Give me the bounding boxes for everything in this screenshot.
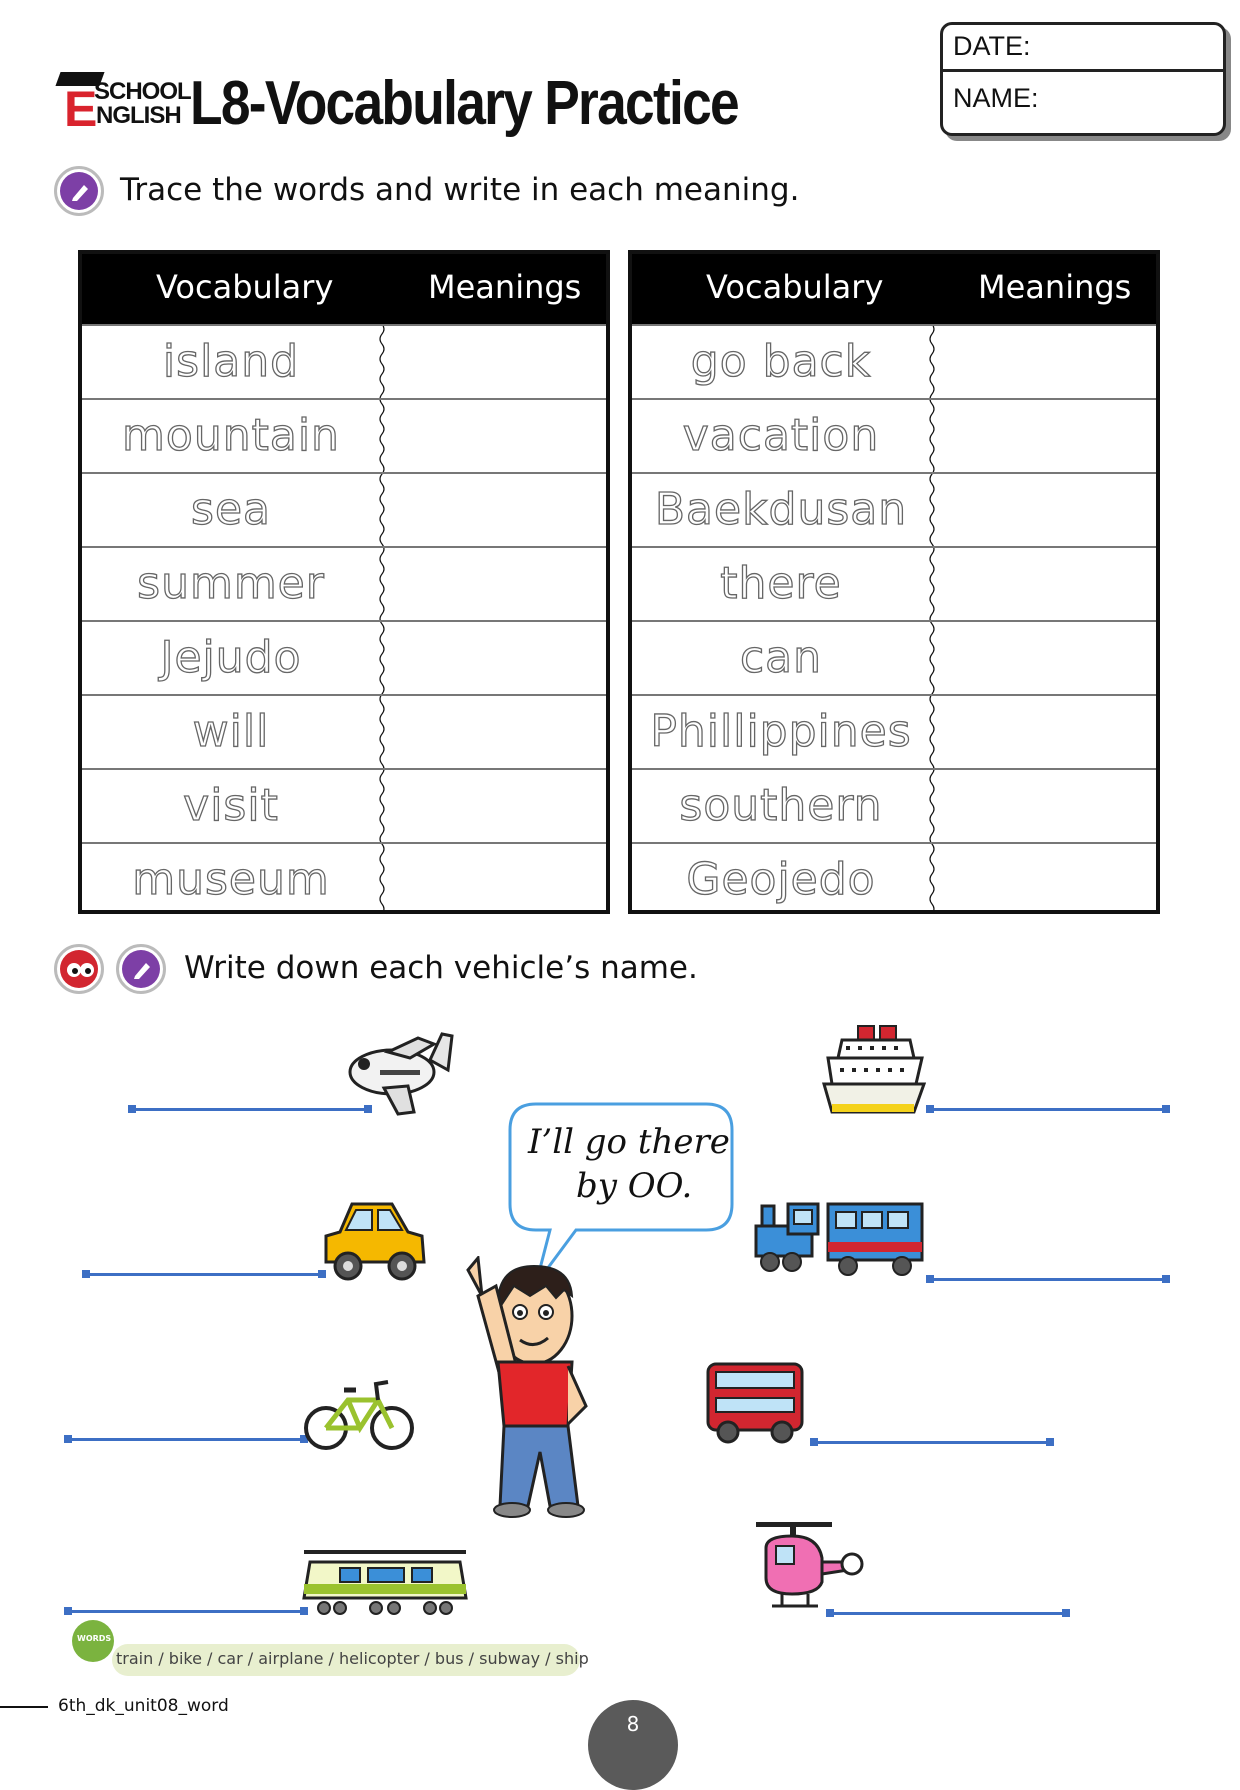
answer-line-subway[interactable]: [66, 1610, 306, 1613]
instruction-trace: Trace the words and write in each meaning.: [120, 172, 800, 208]
trace-word: museum: [132, 854, 330, 905]
table-row: [82, 472, 606, 546]
helicopter-icon: [752, 1518, 866, 1616]
trace-word: Phillippines: [650, 706, 912, 757]
table-row: [632, 398, 1156, 472]
trace-word: island: [162, 336, 300, 387]
vocab-table-right: [628, 250, 1160, 914]
bubble-text-line2: by OO.: [576, 1166, 693, 1206]
table-row: [632, 842, 1156, 916]
trace-word: Baekdusan: [654, 484, 908, 535]
table-row: [82, 324, 606, 398]
words-pin-icon: [72, 1620, 114, 1662]
trace-word: vacation: [682, 410, 880, 461]
answer-line-ship[interactable]: [928, 1108, 1168, 1111]
trace-word: can: [739, 632, 823, 683]
table-row: [632, 324, 1156, 398]
answer-line-bike[interactable]: [66, 1438, 306, 1441]
instruction-vehicles: Write down each vehicle’s name.: [184, 950, 698, 986]
table-row: [82, 694, 606, 768]
date-field[interactable]: DATE:: [953, 31, 1031, 61]
trace-word: visit: [183, 780, 279, 831]
table-header: [632, 254, 1156, 324]
name-field[interactable]: NAME:: [953, 83, 1039, 113]
car-icon: [322, 1196, 428, 1282]
logo-text-english: NGLISH: [96, 102, 181, 129]
divider: [943, 69, 1223, 72]
trace-word: Geojedo: [686, 854, 876, 905]
table-row: [632, 546, 1156, 620]
logo-text-school: SCHOOL: [94, 78, 191, 105]
ship-icon: [818, 1024, 926, 1116]
eyes-icon: [54, 944, 104, 994]
words-tag: WORDS: [77, 1634, 112, 1643]
trace-word: sea: [191, 484, 271, 535]
airplane-icon: [344, 1030, 458, 1116]
word-bank-list: train / bike / car / airplane / helicopter / bus / subway / ship: [116, 1649, 589, 1668]
boy-character-illustration: [448, 1256, 608, 1520]
trace-word: southern: [679, 780, 883, 831]
pencil-icon: [116, 944, 166, 994]
table-row: [632, 694, 1156, 768]
school-english-logo: [58, 72, 191, 137]
bike-icon: [304, 1376, 414, 1452]
trace-word: summer: [137, 558, 325, 609]
vocab-table-left: [78, 250, 610, 914]
table-row: [82, 842, 606, 916]
answer-line-airplane[interactable]: [130, 1108, 370, 1111]
bus-icon: [704, 1360, 806, 1446]
answer-line-car[interactable]: [84, 1273, 324, 1276]
table-header: [82, 254, 606, 324]
table-row: [82, 768, 606, 842]
trace-word: go back: [690, 336, 872, 387]
page-number: 8: [626, 1712, 640, 1736]
table-row: [632, 768, 1156, 842]
trace-word: will: [192, 706, 270, 757]
column-header-vocabulary: Vocabulary: [706, 268, 884, 306]
pencil-icon: [54, 166, 104, 216]
page-title: L8-Vocabulary Practice: [190, 69, 738, 138]
word-bank: [72, 1636, 589, 1676]
column-header-meanings: Meanings: [428, 268, 582, 306]
table-row: [632, 620, 1156, 694]
trace-word: mountain: [122, 410, 340, 461]
page-number-badge: [588, 1700, 678, 1790]
answer-line-train[interactable]: [928, 1278, 1168, 1281]
train-icon: [752, 1196, 926, 1280]
logo-e: E: [64, 81, 98, 137]
column-header-vocabulary: Vocabulary: [156, 268, 334, 306]
answer-line-bus[interactable]: [812, 1441, 1052, 1444]
bubble-text-line1: I’ll go there: [528, 1122, 730, 1162]
table-row: [632, 472, 1156, 546]
column-header-meanings: Meanings: [978, 268, 1132, 306]
table-row: [82, 620, 606, 694]
table-row: [82, 398, 606, 472]
subway-icon: [300, 1548, 470, 1620]
footer-code: 6th_dk_unit08_word: [58, 1696, 229, 1716]
table-row: [82, 546, 606, 620]
trace-word: there: [720, 558, 842, 609]
trace-word: Jejudo: [160, 632, 302, 683]
date-name-box: [940, 22, 1226, 136]
footer-line: [0, 1706, 48, 1708]
